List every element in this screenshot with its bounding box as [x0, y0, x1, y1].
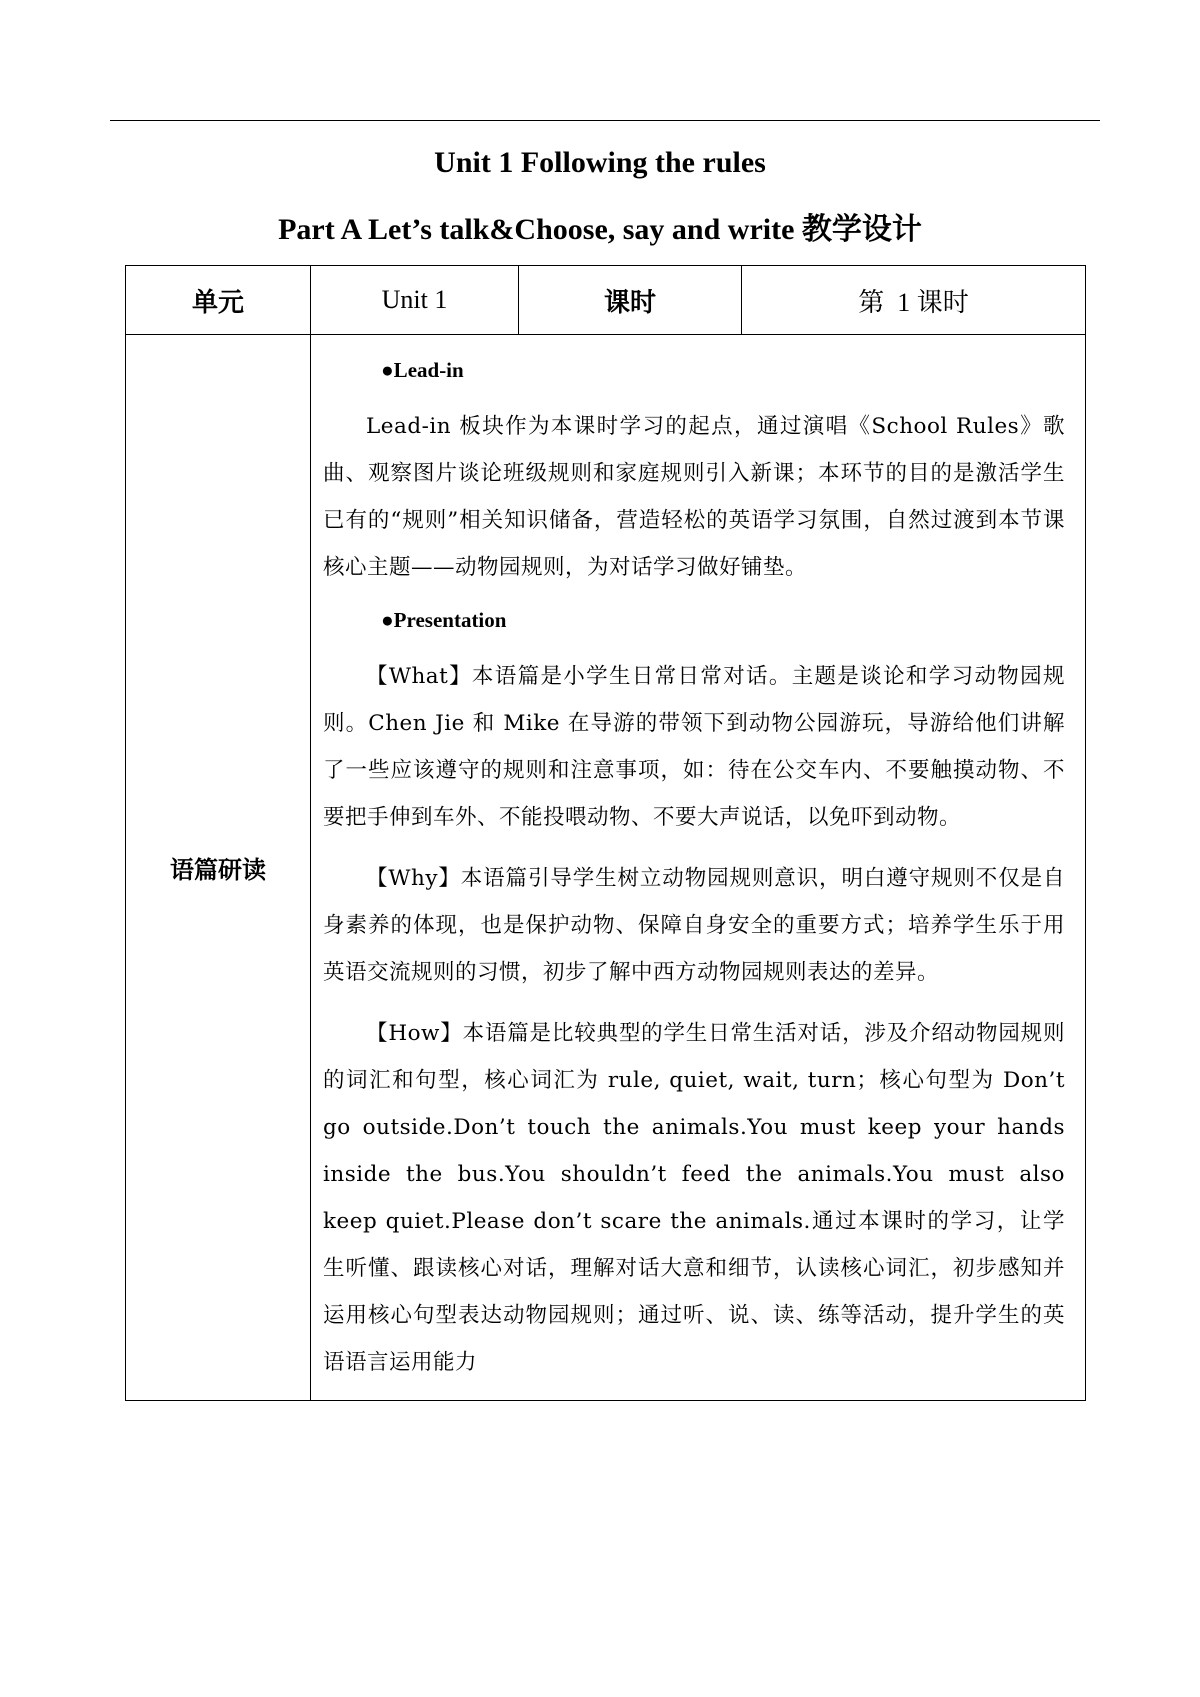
lesson-label: 课时	[519, 266, 742, 335]
presentation-heading: ●Presentation	[381, 608, 507, 632]
why-paragraph: 【Why】本语篇引导学生树立动物园规则意识，明白遵守规则不仅是自身素养的体现，也是保护动物、保障自身安全的重要方式；培养学生乐于用英语交流规则的习惯，初步了解中西方动物园规则表达的差异。	[323, 866, 1065, 985]
analysis-label: 语篇研读	[126, 335, 311, 1401]
how-paragraph: 【How】本语篇是比较典型的学生日常生活对话，涉及介绍动物园规则的词汇和句型，核心词汇为 rule, quiet, wait, turn；核心句型为 Don’t go outside.Don’t touch the animals.You must keep your hands inside the bus.You shouldn’t feed the animals.You must also keep quiet.Please don’t scare the animals.通过本课时的学习，让学生听懂、跟读核心对话，理解对话大意和细节，认读核心词汇，初步感知并运用核心句型表达动物园规则；通过听、说、读、练等活动，提升学生的英语语言运用能力	[323, 1021, 1065, 1375]
document-subtitle: Part A Let’s talk&Choose, say and write 教学设计	[278, 213, 922, 246]
what-paragraph: 【What】本语篇是小学生日常日常对话。主题是谈论和学习动物园规则。Chen Jie 和 Mike 在导游的带领下到动物公园游玩，导游给他们讲解了一些应该遵守的规则和注意事项，如：待在公交车内、不要触摸动物、不要把手伸到车外、不能投喂动物、不要大声说话，以免吓到动物。	[323, 664, 1065, 830]
leadin-paragraph: Lead-in 板块作为本课时学习的起点，通过演唱《School Rules》歌曲、观察图片谈论班级规则和家庭规则引入新课；本环节的目的是激活学生已有的“规则”相关知识储备，营造轻松的英语学习氛围，自然过渡到本节课核心主题——动物园规则，为对话学习做好铺垫。	[323, 414, 1065, 580]
table-header-row	[126, 266, 1086, 335]
lesson-value: 第 1 课时	[742, 266, 1086, 335]
analysis-content	[311, 335, 1086, 1401]
document-title: Unit 1 Following the rules	[434, 146, 766, 179]
unit-value: Unit 1	[311, 266, 519, 335]
lesson-plan-table	[125, 265, 1086, 1401]
analysis-row	[126, 335, 1086, 1401]
header-rule	[110, 120, 1100, 121]
unit-label: 单元	[126, 266, 311, 335]
leadin-heading: ●Lead-in	[381, 358, 464, 382]
